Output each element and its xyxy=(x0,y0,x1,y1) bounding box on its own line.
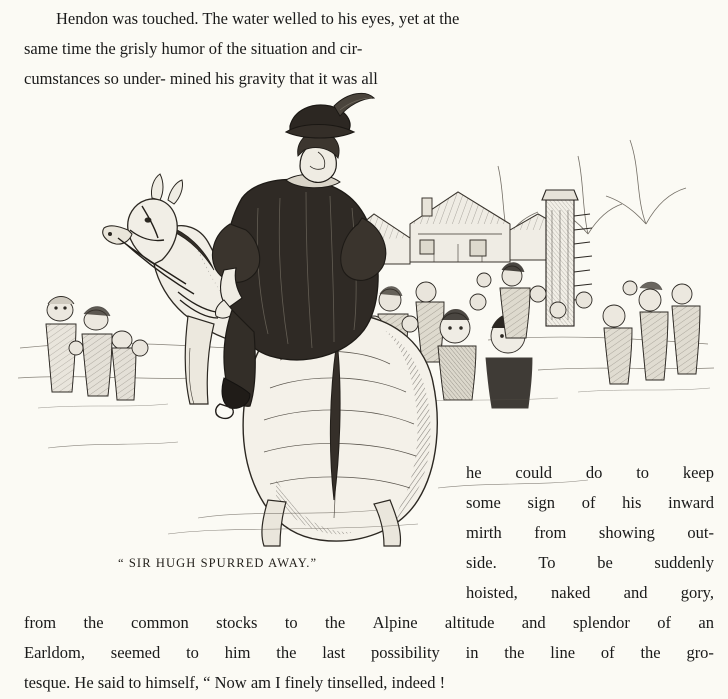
right-column-paragraph xyxy=(466,458,714,608)
text-run: common xyxy=(131,613,189,632)
text-run: Alpine xyxy=(372,613,418,632)
text-run: Earldom, xyxy=(24,643,85,662)
text-run: the xyxy=(325,613,346,632)
text-run: last xyxy=(322,643,346,662)
text-run: mined his gravity that it was all xyxy=(169,69,378,88)
text-line: tesque. He said to himself, “ Now am I finely tinselled, indeed ! xyxy=(24,673,446,692)
text-run: the xyxy=(504,643,525,662)
text-line xyxy=(466,548,714,578)
text-run: some xyxy=(466,493,501,512)
text-run: in xyxy=(465,643,479,662)
text-line xyxy=(24,4,714,34)
text-run: to xyxy=(186,643,199,662)
text-line xyxy=(466,578,714,608)
text-run: out- xyxy=(687,523,714,542)
text-run: to xyxy=(636,463,650,482)
text-run: naked xyxy=(551,583,591,602)
text-run: and xyxy=(521,613,546,632)
text-run: inward xyxy=(668,493,714,512)
text-run: The water welled to his eyes, yet at the xyxy=(202,9,460,28)
text-run: the xyxy=(276,643,297,662)
text-run: humor of the situation and cir- xyxy=(161,39,363,58)
text-run: to xyxy=(284,613,298,632)
text-run: possibility xyxy=(371,643,440,662)
text-run: of xyxy=(600,643,615,662)
text-run: of xyxy=(657,613,671,632)
text-line xyxy=(24,638,714,668)
text-run: the xyxy=(83,613,104,632)
text-run: from xyxy=(24,613,57,632)
text-run: sign xyxy=(527,493,556,512)
text-run: gro- xyxy=(686,643,714,662)
text-run: altitude xyxy=(444,613,495,632)
text-run: from xyxy=(534,523,567,542)
illustration-caption: “ SIR HUGH SPURRED AWAY.” xyxy=(118,556,318,570)
text-line xyxy=(466,488,714,518)
text-run: To xyxy=(538,553,556,572)
text-run: gory, xyxy=(680,583,714,602)
text-run: mirth xyxy=(466,523,502,542)
text-run: of xyxy=(581,493,596,512)
text-run: cumstances so under- xyxy=(24,69,166,88)
text-run: splendor xyxy=(573,613,630,632)
text-run: stocks xyxy=(216,613,258,632)
text-run: hoisted, xyxy=(466,583,518,602)
text-run: seemed xyxy=(110,643,161,662)
text-run: suddenly xyxy=(654,553,714,572)
text-run: an xyxy=(698,613,714,632)
text-run: the xyxy=(640,643,661,662)
text-line xyxy=(466,518,714,548)
text-run: could xyxy=(515,463,553,482)
bottom-paragraph xyxy=(24,608,714,698)
text-run: keep xyxy=(682,463,714,482)
text-run: be xyxy=(597,553,613,572)
text-run: showing xyxy=(598,523,655,542)
text-line xyxy=(466,458,714,488)
text-run: do xyxy=(585,463,603,482)
text-run: his xyxy=(622,493,642,512)
text-run: line xyxy=(550,643,576,662)
text-run: he xyxy=(466,463,482,482)
text-run: side. xyxy=(466,553,497,572)
text-line xyxy=(24,608,714,638)
text-run: him xyxy=(224,643,251,662)
text-run: and xyxy=(623,583,648,602)
text-run: same time the grisly xyxy=(24,39,158,58)
text-run: Hendon was touched. xyxy=(56,9,199,28)
